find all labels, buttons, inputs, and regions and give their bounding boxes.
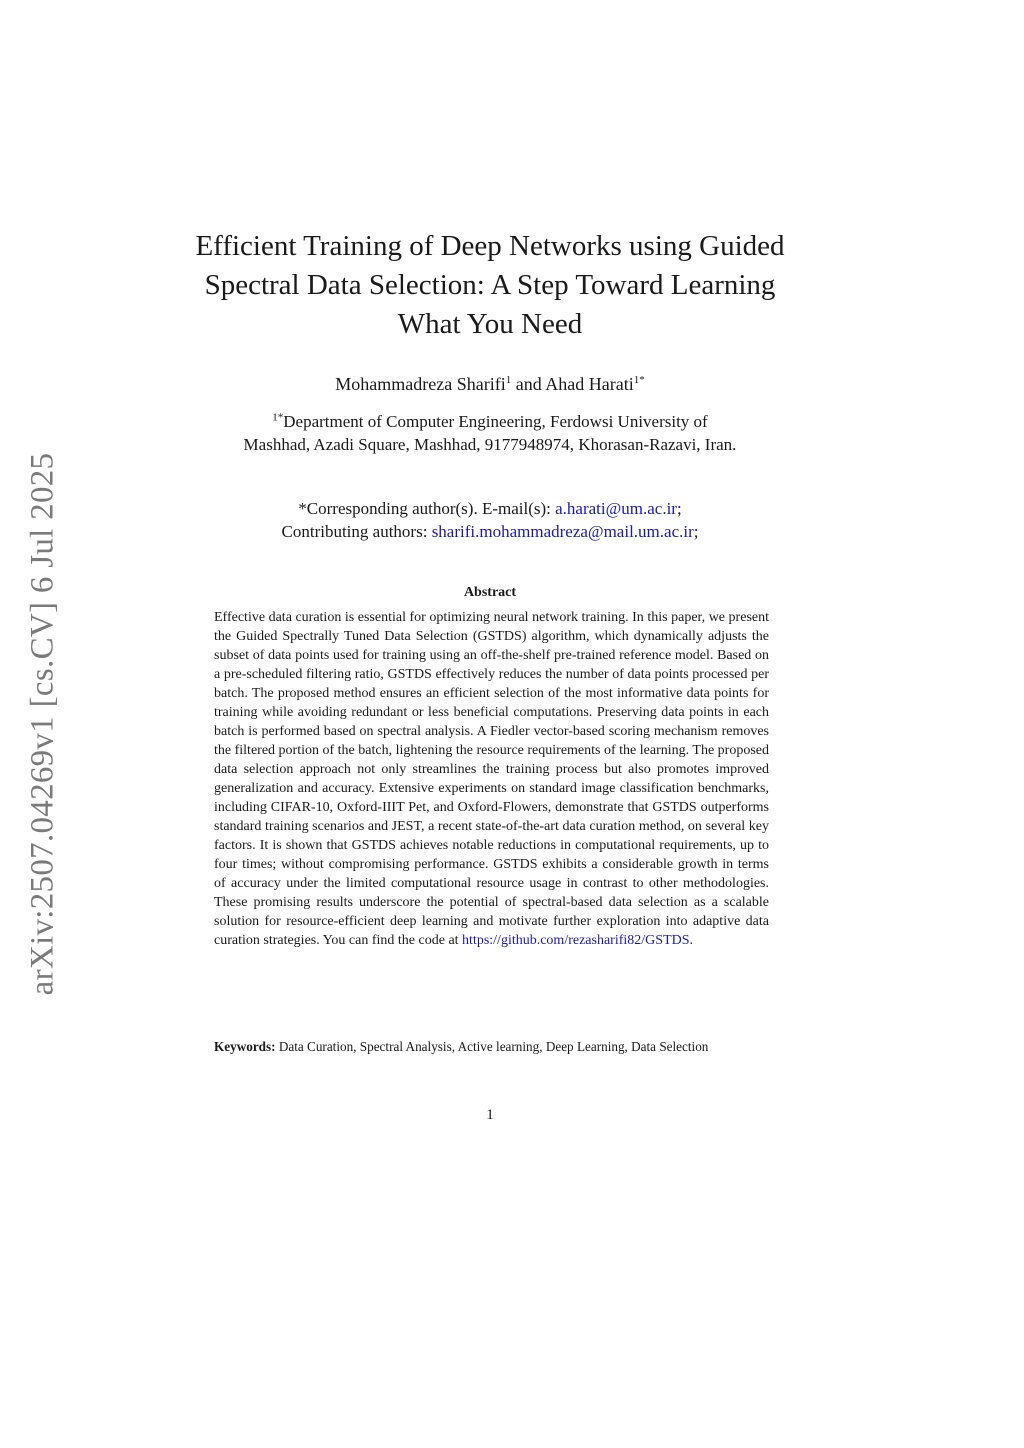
affiliation-line-2: Mashhad, Azadi Square, Mashhad, 9177948974, Khorasan-Razavi, Iran. xyxy=(243,435,737,454)
keywords-text: Data Curation, Spectral Analysis, Active learning, Deep Learning, Data Selection xyxy=(275,1039,709,1054)
keywords-label: Keywords: xyxy=(214,1039,276,1054)
abstract-end: . xyxy=(689,933,694,948)
affiliation-mark: 1* xyxy=(272,411,284,424)
keywords-block xyxy=(214,1038,769,1056)
paper-title xyxy=(170,227,810,344)
contributing-suffix: ; xyxy=(693,522,699,541)
author-list xyxy=(170,372,810,396)
title-line-1: Efficient Training of Deep Networks using Guided xyxy=(195,230,785,262)
author-name: Mohammadreza Sharifi xyxy=(335,374,506,394)
page-number: 1 xyxy=(486,1107,494,1123)
corresponding-email-link[interactable]: a.harati@um.ac.ir xyxy=(555,499,677,518)
author-affiliation-mark: 1 xyxy=(505,374,512,386)
affiliation-line-1: Department of Computer Engineering, Ferdowsi University of xyxy=(283,412,708,431)
corresponding-label: *Corresponding author(s). E-mail(s): xyxy=(298,499,556,518)
author-name: Ahad Harati xyxy=(545,374,634,394)
author-conjunction: and xyxy=(511,374,546,394)
abstract-heading: Abstract xyxy=(463,585,517,600)
code-repository-link[interactable]: https://github.com/rezasharifi82/GSTDS xyxy=(462,933,690,948)
arxiv-side-stamp: arXiv:2507.04269v1 [cs.CV] 6 Jul 2025 xyxy=(24,452,61,996)
correspondence-block xyxy=(170,497,810,543)
affiliation xyxy=(170,410,810,456)
author-affiliation-mark: 1* xyxy=(633,374,645,386)
title-line-2: Spectral Data Selection: A Step Toward Learning xyxy=(204,269,776,301)
abstract-body xyxy=(214,608,769,950)
abstract-text: Effective data curation is essential for optimizing neural network training. In this paper, we present the Guided Spectrally Tuned Data Selection (GSTDS) algorithm, which dynamically adjusts the subset of data points used for training using an off-the-shelf pre-trained reference model. Based on a pre-scheduled filtering ratio, GSTDS effectively reduces the number of data points processed per batch. The proposed method ensures an efficient selection of the most informative data points for training while avoiding redundant or less beneficial computations. Preserving data points in each batch is performed based on spectral analysis. A Fiedler vector-based scoring mechanism removes the filtered portion of the batch, lightening the resource requirements of the learning. The proposed data selection approach not only streamlines the training process but also promotes improved generalization and accuracy. Extensive experiments on standard image classification benchmarks, including CIFAR-10, Oxford-IIIT Pet, and Oxford-Flowers, demonstrate that GSTDS outperforms standard training scenarios and JEST, a recent state-of-the-art data curation method, on several key factors. It is shown that GSTDS achieves notable reductions in computational requirements, up to four times; without compromising performance. GSTDS exhibits a considerable growth in terms of accuracy under the limited computational resource usage in contrast to other methodologies. These promising results underscore the potential of spectral-based data selection as a scalable solution for resource-efficient deep learning and motivate further exploration into adaptive data curation strategies. You can find the code at xyxy=(214,610,769,948)
contributing-email-link[interactable]: sharifi.mohammadreza@mail.um.ac.ir xyxy=(431,522,694,541)
corresponding-suffix: ; xyxy=(676,499,682,518)
contributing-label: Contributing authors: xyxy=(281,522,432,541)
title-line-3: What You Need xyxy=(397,308,583,340)
